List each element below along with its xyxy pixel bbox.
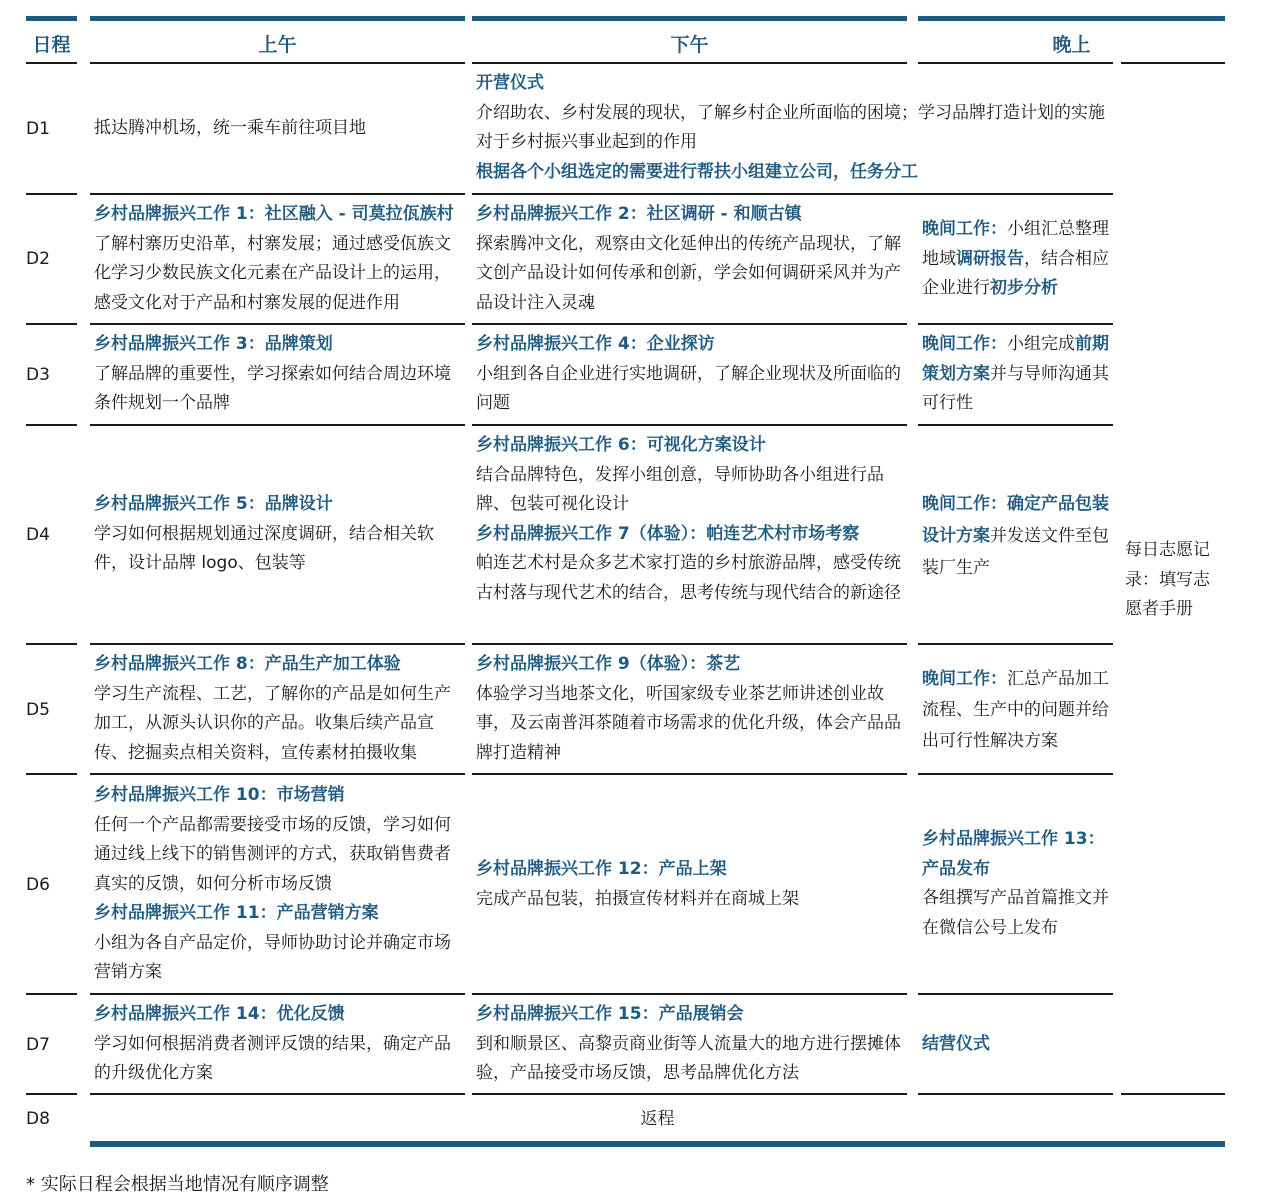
d6-morning-title: 乡村品牌振兴工作 10：市场营销 [94,785,345,805]
row-rule [472,323,907,325]
row-rule [90,643,465,645]
d8-all-day: 返程 [640,1109,675,1129]
row-rule [90,1093,465,1095]
day-label-d1: D1 [26,119,50,139]
d5-afternoon-text: 体验学习当地茶文化，听国家级专业茶艺师讲述创业故事，及云南普洱茶随着市场需求的优化升级，体会产品品牌打造精神 [476,683,901,763]
d6-afternoon-text: 完成产品包装，拍摄宣传材料并在商城上架 [476,888,799,909]
row-rule [472,424,907,426]
d5-morning [90,650,465,768]
row-rule [918,643,1113,645]
d6-morning-text2: 小组为各自产品定价，导师协助讨论并确定市场营销方案 [94,932,451,982]
d4-morning [90,490,465,579]
day-label-d7: D7 [26,1035,50,1055]
d1-afternoon [472,69,1113,187]
header-bar-day [26,16,77,21]
d1-afternoon-title2: 根据各个小组选定的需要进行帮扶小组建立公司，任务分工 [476,161,918,182]
d5-evening-text: 汇总产品加工流程、生产中的问题并给出可行性解决方案 [922,669,1109,751]
d6-morning [90,781,465,988]
day-label-d2: D2 [26,249,50,269]
d7-afternoon-title: 乡村品牌振兴工作 15：产品展销会 [476,1004,744,1024]
footnote: * 实际日程会根据当地情况有顺序调整 [26,1174,329,1195]
d3-morning [90,330,465,419]
row-rule [918,773,1113,775]
d4-evening [918,488,1113,584]
day-label-d4: D4 [26,525,50,545]
d3-morning-text: 了解品牌的重要性，学习探索如何结合周边环境条件规划一个品牌 [94,363,451,413]
d3-afternoon-text: 小组到各自企业进行实地调研，了解企业现状及所面临的问题 [476,363,901,413]
d3-evening [918,330,1113,419]
d6-evening-title: 乡村品牌振兴工作 13：产品发布 [922,829,1105,879]
row-rule [918,323,1113,325]
header-rule-afternoon [472,62,907,64]
d5-morning-text: 学习生产流程、工艺，了解你的产品是如何生产加工，从源头认识你的产品。收集后续产品宣传、挖掘卖点相关资料，宣传素材拍摄收集 [94,683,451,763]
row-rule [90,424,465,426]
row-rule [918,993,1113,995]
d5-evening [918,664,1113,757]
row-rule [1121,1093,1225,1095]
d7-morning [90,1000,465,1089]
row-rule [472,193,1113,195]
side-note: 每日志愿记录：填写志愿者手册 [1125,540,1210,619]
d5-afternoon [472,650,907,768]
d4-morning-title: 乡村品牌振兴工作 5：品牌设计 [94,494,333,514]
d1-afternoon-title: 开营仪式 [476,73,544,93]
row-rule [472,993,907,995]
d5-morning-title: 乡村品牌振兴工作 8：产品生产加工体验 [94,654,401,674]
footer-bar [90,1141,1225,1147]
row-rule [90,773,465,775]
row-rule [26,424,77,426]
day-label-d3: D3 [26,365,50,385]
d7-evening: 结营仪式 [922,1034,990,1054]
header-rule-day [26,62,77,64]
row-rule [472,1093,907,1095]
row-rule [90,323,465,325]
row-rule [26,323,77,325]
row-rule [26,193,77,195]
row-rule [472,643,907,645]
d2-evening-highlight1: 调研报告 [956,248,1024,269]
row-rule [918,424,1113,426]
header-day: 日程 [32,34,71,56]
day-label-d6: D6 [26,875,50,895]
d3-evening-highlight: 前期策划方案 [922,334,1109,384]
row-rule [90,993,465,995]
d4-evening-label: 晚间工作：确定产品包装设计方案 [922,494,1109,546]
d3-evening-text1: 小组完成 [1007,334,1075,354]
d2-evening-label: 晚间工作： [922,219,1007,239]
d2-afternoon-title: 乡村品牌振兴工作 2：社区调研 - 和顺古镇 [476,204,802,224]
d7-afternoon [472,1000,907,1089]
d2-afternoon-text: 探索腾冲文化，观察由文化延伸出的传统产品现状，了解文创产品设计如何传承和创新，学会如何调研采风并为产品设计注入灵魂 [476,233,901,313]
d5-afternoon-title: 乡村品牌振兴工作 9（体验）：茶艺 [476,654,741,674]
d2-morning-text: 了解村寨历史沿革，村寨发展；通过感受佤族文化学习少数民族文化元素在产品设计上的运用，感受文化对于产品和村寨发展的促进作用 [94,233,451,313]
row-rule [472,773,907,775]
d7-morning-text: 学习如何根据消费者测评反馈的结果，确定产品的升级优化方案 [94,1033,451,1083]
header-evening: 晚上 [1052,34,1091,56]
d2-evening-text2: ，结合相应企业进行 [922,248,1109,298]
header-morning: 上午 [258,34,297,56]
d4-afternoon-title2: 乡村品牌振兴工作 7（体验）：帕连艺术村市场考察 [476,523,860,544]
header-afternoon: 下午 [670,34,709,56]
d4-afternoon-text2: 帕连艺术村是众多艺术家打造的乡村旅游品牌，感受传统古村落与现代艺术的结合，思考传统与现代结合的新途径 [476,553,901,603]
d3-evening-text2: 并与导师沟通其可行性 [922,363,1109,413]
d6-evening [918,825,1113,943]
d2-evening-text1: 小组汇总整理地域 [922,219,1109,269]
d3-afternoon-title: 乡村品牌振兴工作 4：企业探访 [476,334,715,354]
day-label-d8: D8 [26,1109,50,1129]
header-bar-evening [918,16,1225,21]
header-rule-morning [90,62,465,64]
header-rule-side [1121,62,1225,64]
d3-afternoon [472,330,907,419]
d6-morning-text: 任何一个产品都需要接受市场的反馈，学习如何通过线上线下的销售测评的方式，获取销售费者真实的反馈，如何分析市场反馈 [94,814,451,894]
d7-afternoon-text: 到和顺景区、高黎贡商业街等人流量大的地方进行摆摊体验，产品接受市场反馈，思考品牌优化方法 [476,1033,901,1083]
d6-afternoon [472,855,907,914]
d2-morning [90,200,465,318]
d4-morning-text: 学习如何根据规划通过深度调研，结合相关软件，设计品牌 logo、包装等 [94,523,434,573]
d2-morning-title: 乡村品牌振兴工作 1：社区融入 - 司莫拉佤族村 [94,204,454,224]
d2-evening-highlight2: 初步分析 [990,278,1058,298]
d4-evening-text: 并发送文件至包装厂生产 [922,526,1109,578]
d6-afternoon-title: 乡村品牌振兴工作 12：产品上架 [476,859,727,879]
d6-evening-text: 各组撰写产品首篇推文并在微信公号上发布 [922,888,1109,938]
d3-evening-label: 晚间工作： [922,334,1007,354]
d2-afternoon [472,200,907,318]
header-bar-afternoon [472,16,907,21]
d1-morning [90,66,465,191]
d7-morning-title: 乡村品牌振兴工作 14：优化反馈 [94,1004,345,1024]
header-bar-morning [90,16,465,21]
d2-evening [918,215,1113,304]
d5-evening-label: 晚间工作： [922,669,1007,689]
d4-afternoon [472,431,907,608]
d6-morning-title2: 乡村品牌振兴工作 11：产品营销方案 [94,903,379,923]
d1-afternoon-text: 介绍助农、乡村发展的现状，了解乡村企业所面临的困境；学习品牌打造计划的实施对于乡村振兴事业起到的作用 [476,102,1105,152]
d1-morning-text: 抵达腾冲机场，统一乘车前往项目地 [94,117,366,138]
row-rule [26,993,77,995]
header-rule-evening [918,62,1113,64]
d4-afternoon-title: 乡村品牌振兴工作 6：可视化方案设计 [476,435,766,455]
d4-afternoon-text: 结合品牌特色，发挥小组创意，导师协助各小组进行品牌、包装可视化设计 [476,464,884,514]
row-rule [26,1093,77,1095]
day-label-d5: D5 [26,700,50,720]
row-rule [26,643,77,645]
row-rule [90,193,465,195]
d3-morning-title: 乡村品牌振兴工作 3：品牌策划 [94,334,333,354]
row-rule [26,773,77,775]
row-rule [918,1093,1113,1095]
